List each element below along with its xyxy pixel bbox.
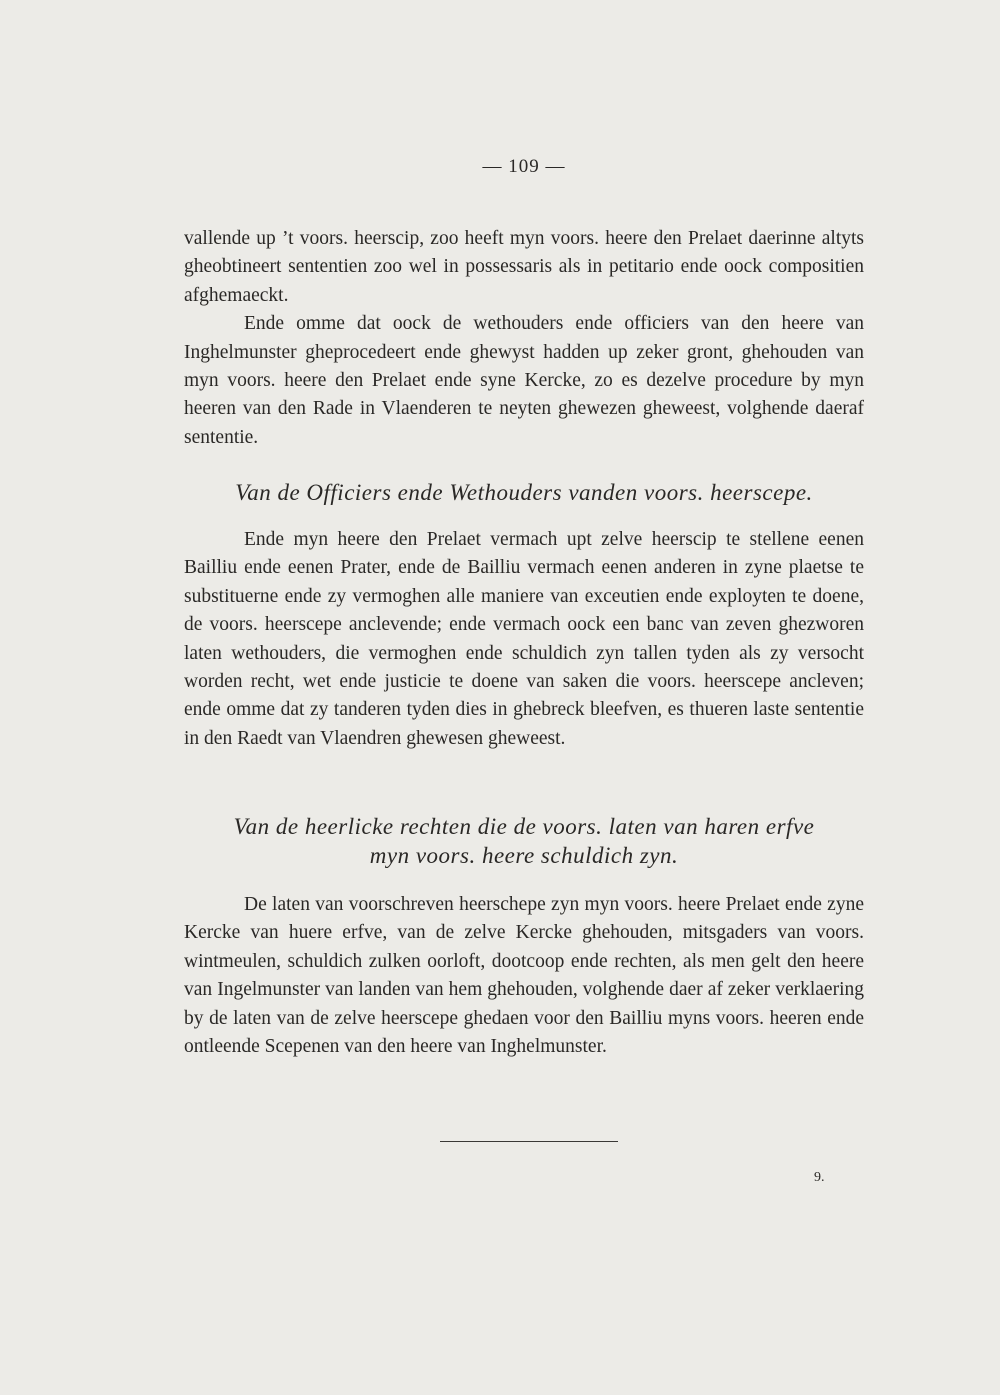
heading-line: Van de heerlicke rechten die de voors. laten van haren erfve bbox=[233, 814, 815, 839]
section-heading bbox=[184, 812, 864, 870]
text-section-1 bbox=[184, 225, 864, 452]
signature-mark: 9. bbox=[814, 1170, 825, 1185]
page-number: — 109 — bbox=[482, 156, 566, 177]
text-section-2 bbox=[184, 526, 864, 753]
paragraph: vallende up ’t voors. heerscip, zoo heeft myn voors. heere den Prelaet daerinne altyts gheobtineert sententien zoo wel in possessaris als in petitario ende oock compositien afghemaeckt. bbox=[184, 228, 864, 306]
section-heading: Van de Officiers ende Wethouders vanden voors. heerscepe. bbox=[235, 480, 813, 505]
paragraph: Ende omme dat oock de wethouders ende officiers van den heere van Inghelmunster gheprocedeert ende ghewyst hadden up zeker gront, ghehouden van myn voors. heere den Prelaet ende syne Kercke, zo es dezelve procedure by myn heeren van den Rade in Vlaenderen te neyten ghewezen gheweest, volghende daeraf sententie. bbox=[184, 313, 864, 448]
paragraph: Ende myn heere den Prelaet vermach upt zelve heerscip te stellene eenen Bailliu ende eenen Prater, ende de Bailliu vermach eenen anderen in zyne plaetse te substituerne ende zy vermoghen alle maniere van exceutien ende exployten te doene, de voors. heerscepe anclevende; ende vermach oock een banc van zeven ghezworen laten wethouders, die vermoghen ende schuldich zyn tallen tyden als zy versocht worden recht, wet ende justicie te doene van saken die voors. heerscepe ancleven; ende omme dat zy tanderen tyden dies in ghebreck bleefven, es thueren laste sententie in den Raedt van Vlaendren ghewesen gheweest. bbox=[184, 529, 864, 749]
text-section-3 bbox=[184, 891, 864, 1061]
paragraph: De laten van voorschreven heerschepe zyn myn voors. heere Prelaet ende zyne Kercke van huere erfve, van de zelve Kercke ghehouden, mitsgaders van voors. wintmeulen, schuldich zulken oorloft, dootcoop ende rechten, als men gelt den heere van Ingelmunster van landen van hem ghehouden, volghende daer af zeker verklaering by de laten van de zelve heerscepe ghedaen voor den Bailliu myns voors. heeren ende ontleende Scepenen van den heere van Inghelmunster. bbox=[184, 894, 864, 1058]
heading-line: myn voors. heere schuldich zyn. bbox=[369, 843, 679, 868]
horizontal-rule bbox=[440, 1141, 618, 1142]
